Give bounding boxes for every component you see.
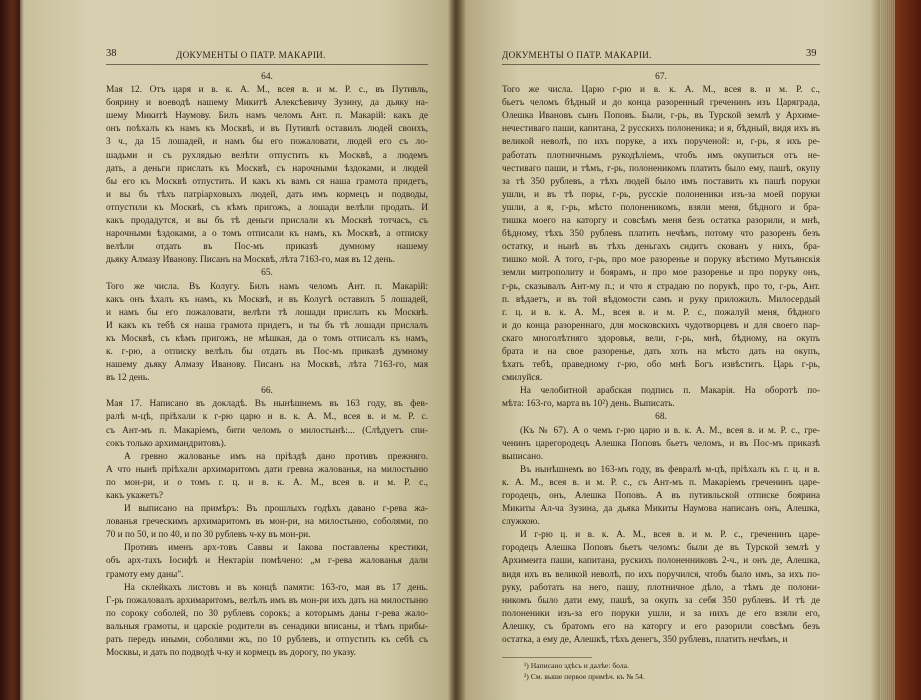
text-line: полоненики изъ-за его поруки ушли, и за нихъ де его взяли его, <box>502 608 820 619</box>
text-line: Противъ именъ арх-товъ Саввы и Іакова поставлены крестики, <box>124 543 428 554</box>
text-line: И выписано на примѣръ: Въ прошлыхъ годѣхъ давано г-рева жа- <box>124 504 428 515</box>
text-line: Микиты Ал-ча Зузина, да дьяка Микиты Наумова написанъ онъ, Алешка, <box>502 504 820 515</box>
text-line: въ 12 день. <box>106 373 150 384</box>
footnote-rule <box>502 657 592 658</box>
text-line: и вы бъ тѣхъ патріарховыхъ людей, дать имъ кормецъ и подводы, <box>106 189 428 200</box>
text-line: скаго многолѣтняго здоровья, вели, г-рь, мнѣ, бѣдному, на окупъ <box>502 333 820 344</box>
text-line: п. вѣдаетъ, и въ той вѣдомости самъ и руку приложилъ. Милосердый <box>502 294 820 305</box>
text-line: за тѣ 350 рублевъ, а тѣхъ людей было имъ поставить къ пашѣ поруки <box>502 176 820 187</box>
text-line: Олешка Ивановъ сынъ Поповъ. Были, г-рь, въ Турской землѣ у Архиме- <box>502 111 820 122</box>
text-line: к. А. М., всея в. и м. Р. с., съ Ант-мъ п. Макаріемъ греченинъ царе- <box>502 477 820 488</box>
text-line: выписано. <box>502 451 544 462</box>
text-line: служкою. <box>502 517 540 528</box>
text-line: (Къ № 67). А о чемъ г-рю царю и в. к. А. М., всея в. и м. Р. с., гре- <box>520 425 820 436</box>
text-line: И какъ къ тебѣ ся наша грамота придетъ, и ты бъ тѣ лошади прислалъ <box>106 320 428 331</box>
document-number: 68. <box>655 412 667 423</box>
text-line: А что нынѣ пріѣхали архимаритомъ дати гревна жалованья, на милостыню <box>106 464 428 475</box>
text-line: сокъ только архимандритовъ). <box>106 438 227 449</box>
text-line: тишка моего на каторгу и совсѣмъ меня безъ остатка разорили, и мнѣ, <box>502 216 820 227</box>
text-line: А гревно жалованье имъ на пріѣздѣ дано противъ прежняго. <box>124 451 428 462</box>
text-line: Мая 12. Отъ царя и в. к. А. М., всея в. и м. Р. с., въ Путивль, <box>106 85 428 96</box>
text-line: велѣли отдать въ Пос-мъ приказѣ думному нашему <box>106 242 428 253</box>
text-line: смилуйся. <box>502 373 543 384</box>
text-line: остатку, и нынѣ въ тѣхъ деньгахъ сидитъ скованъ у нихъ, бра- <box>502 242 820 253</box>
text-line: вальныя грамоты, и царскіе родители въ сенадики вписаны, и тѣмъ прибы- <box>106 621 428 632</box>
left-page <box>24 0 452 700</box>
text-line: Архимеита паши, капитана, рускихъ полоненниковъ 2-ч., и онъ де, Алешка, <box>502 556 820 567</box>
right-head-rule <box>502 64 820 65</box>
text-line: нечестиваго паши, капитана, 2 русскихъ полоненика; и я, бѣдный, видя ихъ въ <box>502 124 820 135</box>
text-line: Алешку, съ братомъ его на каторгу и его разорили совсѣмъ безъ <box>502 621 820 632</box>
text-line: Того же числа. Въ Колугу. Билъ намъ челомъ Ант. п. Макарій: <box>106 281 428 292</box>
text-line: ушли, и въ тѣ поры, г-рь, русскіе полоненики изъ-за моей поруки <box>502 189 820 200</box>
book-cover-left-edge <box>0 0 20 700</box>
text-line: по сороку соболей, по 30 рублевъ сорокъ; а которымъ даны г-рева жало- <box>106 608 428 619</box>
text-line: тишко мой. А того, г-рь, про мое разоренье и поруку вѣстимо Мутьянскія <box>502 255 820 266</box>
right-page <box>462 0 880 700</box>
text-line: На склейкахъ листовъ и въ концѣ памяти: 163-го, мая въ 17 день. <box>124 582 428 593</box>
text-line: ушли, а я, г-рь, мѣсто полоненикомъ, взяли меня, бѣдного и бра- <box>502 202 820 213</box>
text-line: дать, а деньги прислать къ Москвѣ, съ нарочными ѣздоками, и людей <box>106 163 428 174</box>
text-line: грамоту ему даны". <box>106 569 184 580</box>
book-cover-right-edge <box>895 0 921 700</box>
text-line: бьетъ челомъ бѣдный и до конца разоренный греченинъ изъ Царяграда, <box>502 98 820 109</box>
text-line: брата и на свое разоренье, дать хоть на мѣсто дать на окупъ, <box>502 346 820 357</box>
text-line: дьяку Алмазу Иванову. Писанъ на Москвѣ, лѣта 7163-го, мая въ 12 день. <box>106 255 395 266</box>
left-page-text <box>106 71 428 660</box>
text-line: бы его къ Москвѣ отпустить. И какъ къ вамъ ся наша грамота придетъ, <box>106 176 428 187</box>
text-line: и намъ бы его пожаловати, велѣти тѣ лошади прислать къ Москвѣ. <box>106 307 428 318</box>
text-line: И г-рю ц. и в. к. А. М., всея в. и м. Р. с., греченинъ царе- <box>520 530 820 541</box>
left-page-number: 38 <box>106 48 117 59</box>
text-line: нашему дьяку Алмазу Иванову. Писанъ на Москвѣ, лѣта 7163-го, мая <box>106 360 428 371</box>
text-line: городецъ, онъ, Алешка Поповъ. А въ путивльской отписке боярина <box>502 491 820 501</box>
text-line: нарочными ѣздоками, а о томъ отписали къ намъ, къ Москвѣ, а отписку <box>106 229 428 240</box>
text-line: никомъ было дати ему, пашѣ, за окупъ за себя 350 рублевъ. И тѣ де <box>502 595 820 606</box>
document-number: 66. <box>261 386 273 397</box>
text-line: рать передъ иными, соболями жъ, по 10 рублевъ, и отпустить къ себѣ съ <box>106 635 428 646</box>
text-line: къ Москвѣ, съ кѣмъ пригожъ, не мѣшкая, да о томъ отписалъ къ намъ, <box>106 333 428 344</box>
text-line: онъ поѣхалъ къ намъ къ Москвѣ, и въ Путивлѣ оставилъ людей своихъ, <box>106 124 428 135</box>
text-line: ралѣ м-цѣ, пріѣхали к г-рю царю и в. к. А. М., всея в. и м. Р. с. <box>106 412 428 423</box>
text-line: ченинъ царегородецъ Алешка Поповъ бьетъ челомъ, и въ Пос-мъ приказѣ <box>502 438 820 449</box>
text-line: шадьми и съ рухлядью велѣти отпустить къ Москвѣ, а людемъ <box>106 150 428 161</box>
text-line: видя ихъ въ великой неволѣ, по ихъ поручился, чтобъ было имъ, за ихъ по- <box>502 569 820 580</box>
text-line: городецъ Алешка Поповъ бьетъ челомъ: были де въ Турской землѣ у <box>502 543 820 554</box>
text-line: бѣдному, тѣхъ 350 рублевъ платить нечѣмъ, потому что разоренъ безъ <box>502 229 820 240</box>
text-line: Того же числа. Царю г-рю и в. к. А. М., всея в. и м. Р. с., <box>502 85 820 96</box>
text-line: работать плотничнымъ рукодѣліемъ, чтобъ имъ окупиться отъ не- <box>502 150 820 161</box>
text-line: 70 и по 50, и по 40, и по 30 рублевъ ч-ку въ мон-ри. <box>106 530 311 541</box>
right-page-number: 39 <box>806 48 817 59</box>
footnote: ¹) Написано здѣсь и далѣе: бола. <box>524 661 629 670</box>
document-number: 67. <box>655 72 667 82</box>
text-line: остатка, а ему де, Алешкѣ, тѣхъ денегъ, 350 рублевъ, платить нечѣмъ, и <box>502 635 788 646</box>
text-line: земли митрополиту и боярамъ, и про мое разоренье и про поруку онъ, <box>502 268 820 279</box>
text-line: лованья греческимъ архимаритомъ въ мон-ри, на милостыню, соболями, по <box>106 517 428 528</box>
left-running-head: ДОКУМЕНТЫ О ПАТР. МАКАРІИ. <box>176 50 326 60</box>
text-line: съ Ант-мъ п. Макаріемъ, бити челомъ о милостынѣ:... (Слѣдуетъ спи- <box>106 425 428 436</box>
text-line: Москвы, и дать по подводѣ ч-ку и кормецъ въ дорогу, по указу. <box>106 648 356 659</box>
text-line: какъ онъ ѣхалъ къ намъ, къ Москвѣ, и въ Колугѣ оставилъ 5 лошадей, <box>106 294 428 305</box>
right-running-head: ДОКУМЕНТЫ О ПАТР. МАКАРІИ. <box>502 50 652 60</box>
footnote: ²) См. выше первое примѣч. къ № 54. <box>524 672 645 681</box>
text-line: На челобитной арабская подпись п. Макарія. На оборотѣ по- <box>520 386 820 397</box>
text-line: по мон-ри, и о томъ г. ц. и в. к. А. М., всея в. и м. Р. с., <box>106 477 428 488</box>
text-line: 3 ч., да 15 лошадей, и намъ бы его пожаловати, людей его съ ло- <box>106 137 428 148</box>
text-line: Въ нынѣшнемъ во 163-мъ году, въ февралѣ м-цѣ, пріѣхалъ къ г. ц. и в. <box>520 464 820 475</box>
text-line: шему Микитѣ Наумову. Билъ намъ челомъ Ант. п. Макарій: какъ де <box>106 111 428 122</box>
document-number: 64. <box>261 72 273 82</box>
text-line: боярину и воеводѣ нашему Микитѣ Алексѣевичу Зузину, да дьяку на- <box>106 98 428 109</box>
text-line: какъ продадутся, и вы бъ тѣ деньги прислали къ Москвѣ тотчасъ, съ <box>106 216 428 227</box>
text-line: Мая 17. Написано въ докладѣ. Въ нынѣшнемъ въ 163 году, въ фев- <box>106 399 428 410</box>
document-number: 65. <box>261 268 273 279</box>
text-line: ѣхать тебѣ, праведному г-рю, обо мнѣ Богъ извѣститъ. Царь г-рь, <box>502 360 820 371</box>
text-line: г. ц. и в. к. А. М., всея в. и м. Р. с., пожалуй меня, бѣдного <box>502 307 820 318</box>
text-line: честиваго паши, и тѣмъ, г-рь, полоненикомъ платить было ему, пашѣ, окупу <box>502 163 820 174</box>
text-line: объ арх-тахъ Іосифѣ и Нектаріи помѣчено: „м г-рева жалованья дали <box>106 556 428 567</box>
text-line: великой неволѣ, по ихъ поруке, а ихъ порученой: и, г-рь, я ихъ ре- <box>502 137 820 148</box>
text-line: к. г-рю, а отписку велѣлъ бы отдать въ Пос-мъ приказѣ думному <box>106 346 428 357</box>
right-page-text <box>502 71 820 647</box>
text-line: какъ укажетъ? <box>106 491 164 501</box>
text-line: Г-рь пожаловалъ архимаритомъ, велѣлъ имъ въ мон-ри ихъ дать на милостыню <box>106 595 428 606</box>
left-head-rule <box>106 64 428 65</box>
text-line: отпустили къ Москвѣ, съ кѣмъ пригожъ, а лошади велѣли продать. И <box>106 202 428 213</box>
right-footnotes <box>502 660 820 682</box>
text-line: и до конца разореннаго, для московскихъ чудотворцевъ и для своего пар- <box>502 320 820 331</box>
text-line: г-рь, сказывалъ Ант-му п.; и что я страдаю по порукѣ, про то, г-рь, Ант. <box>502 281 820 292</box>
text-line: руку, работать на него, пашу, плотничное дѣло, а тѣмъ де полони- <box>502 582 820 593</box>
text-line: мѣта: 163-го, марта въ 10²) день. Выписать. <box>502 399 675 410</box>
